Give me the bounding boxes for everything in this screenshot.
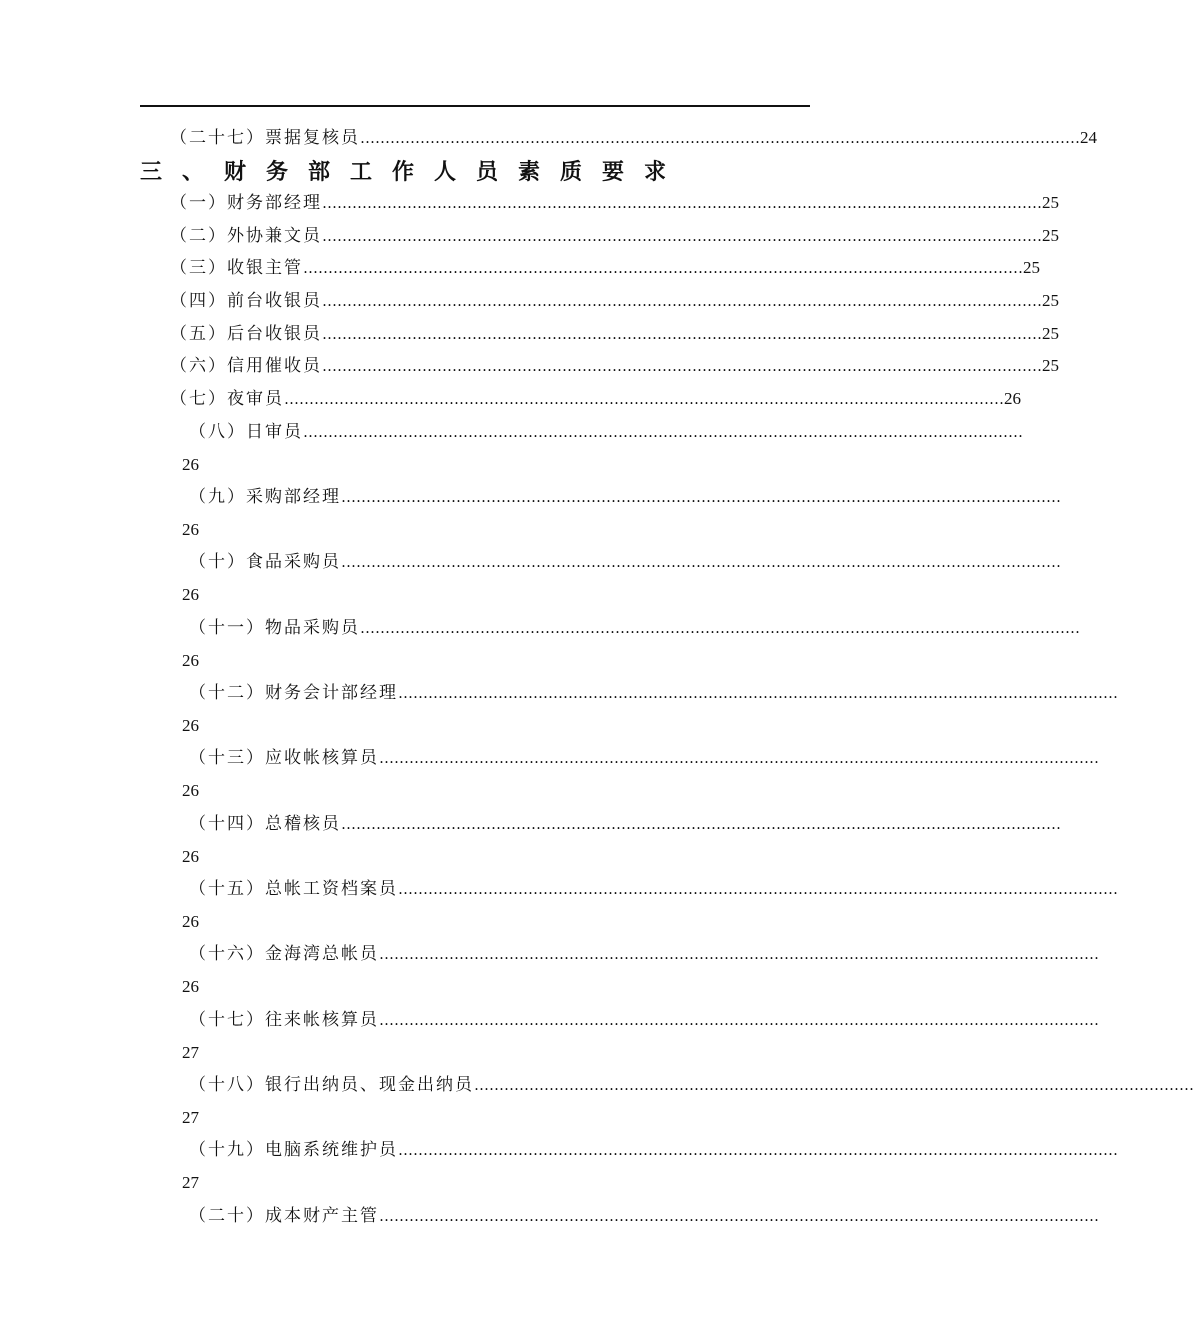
- toc-leader: ………………………………………………………………………………………………………………………………: [322, 227, 1042, 245]
- toc-entry-label: （十六）金海湾总帐员: [189, 944, 379, 964]
- toc-entry[interactable]: [189, 942, 1099, 966]
- toc-entry-label: （十九）电脑系统维护员: [189, 1140, 398, 1160]
- toc-entry[interactable]: [170, 224, 1059, 248]
- toc-leader: ………………………………………………………………………………………………………………………………: [379, 1011, 1099, 1029]
- toc-leader: ………………………………………………………………………………………………………………………………: [341, 553, 1061, 571]
- toc-page-number: 27: [182, 1173, 199, 1192]
- toc-leader: ………………………………………………………………………………………………………………………………: [322, 292, 1042, 310]
- toc-leader: ………………………………………………………………………………………………………………………………: [360, 129, 1080, 147]
- toc-leader: ………………………………………………………………………………………………………………………………: [322, 194, 1042, 212]
- toc-page-number: 26: [182, 716, 199, 735]
- toc-entry-label: （四）前台收银员: [170, 291, 322, 311]
- toc-entry-label: （十一）物品采购员: [189, 618, 360, 638]
- toc-entry[interactable]: [189, 1138, 1118, 1162]
- toc-entry-label: （六）信用催收员: [170, 356, 322, 376]
- toc-entry[interactable]: [170, 289, 1059, 313]
- toc-entry[interactable]: [170, 256, 1040, 280]
- toc-entry[interactable]: [189, 616, 1080, 640]
- toc-page-number: 26: [182, 781, 199, 800]
- toc-entry-label: （二十）成本财产主管: [189, 1206, 379, 1226]
- toc-page-number: 26: [182, 912, 199, 931]
- toc-entry-label: （二）外协兼文员: [170, 226, 322, 246]
- toc-page-number: 26: [182, 977, 199, 996]
- toc-entry[interactable]: [170, 191, 1059, 215]
- toc-entry-label: （十三）应收帐核算员: [189, 748, 379, 768]
- toc-entry[interactable]: [189, 1073, 1194, 1097]
- toc-entry-label: （八）日审员: [189, 422, 303, 442]
- section-heading: 三、财务部工作人员素质要求: [140, 160, 687, 185]
- toc-page-number: 26: [182, 585, 199, 604]
- toc-leader: ………………………………………………………………………………………………………………………………: [341, 815, 1061, 833]
- toc-page-number: 25: [1042, 324, 1059, 343]
- toc-entry-label: （二十七）票据复核员: [170, 128, 360, 148]
- toc-page-number: 25: [1042, 356, 1059, 375]
- toc-entry-27[interactable]: [170, 126, 1097, 150]
- toc-leader: ………………………………………………………………………………………………………………………………: [379, 1207, 1099, 1225]
- toc-entry-label: （九）采购部经理: [189, 487, 341, 507]
- toc-page-number: 26: [182, 847, 199, 866]
- header-rule: [140, 105, 810, 107]
- toc-entry[interactable]: [189, 1008, 1099, 1032]
- toc-entry-label: （七）夜审员: [170, 389, 284, 409]
- toc-entry-label: （十二）财务会计部经理: [189, 683, 398, 703]
- toc-entry-label: （三）收银主管: [170, 258, 303, 278]
- toc-entry[interactable]: [189, 681, 1118, 705]
- toc-entry[interactable]: [189, 746, 1099, 770]
- toc-entry-label: （十四）总稽核员: [189, 814, 341, 834]
- toc-entry[interactable]: [189, 485, 1061, 509]
- toc-page-number: 25: [1023, 258, 1040, 277]
- toc-leader: ………………………………………………………………………………………………………………………………: [341, 488, 1061, 506]
- toc-page-number: 24: [1080, 128, 1097, 147]
- toc-page-number: 27: [182, 1043, 199, 1062]
- toc-leader: ………………………………………………………………………………………………………………………………: [398, 1141, 1118, 1159]
- toc-entry[interactable]: [189, 1204, 1099, 1228]
- toc-page-number: 26: [182, 455, 199, 474]
- toc-leader: ………………………………………………………………………………………………………………………………: [398, 684, 1118, 702]
- toc-page-number: 26: [182, 520, 199, 539]
- toc-page-number: 26: [182, 651, 199, 670]
- toc-entry[interactable]: [189, 420, 1023, 444]
- toc-leader: ………………………………………………………………………………………………………………………………: [398, 880, 1118, 898]
- toc-entry[interactable]: [189, 550, 1061, 574]
- toc-entry-label: （一）财务部经理: [170, 193, 322, 213]
- toc-entry-label: （十五）总帐工资档案员: [189, 879, 398, 899]
- toc-leader: ………………………………………………………………………………………………………………………………: [474, 1076, 1194, 1094]
- toc-page-number: 25: [1042, 291, 1059, 310]
- toc-page-number: 26: [1004, 389, 1021, 408]
- toc-entry-label: （五）后台收银员: [170, 324, 322, 344]
- toc-leader: ………………………………………………………………………………………………………………………………: [284, 390, 1004, 408]
- toc-leader: ………………………………………………………………………………………………………………………………: [322, 357, 1042, 375]
- toc-leader: ………………………………………………………………………………………………………………………………: [303, 423, 1023, 441]
- toc-page-number: 25: [1042, 226, 1059, 245]
- toc-entry-label: （十七）往来帐核算员: [189, 1010, 379, 1030]
- toc-leader: ………………………………………………………………………………………………………………………………: [379, 749, 1099, 767]
- toc-entry[interactable]: [189, 812, 1061, 836]
- toc-entry-label: （十八）银行出纳员、现金出纳员: [189, 1075, 474, 1095]
- toc-entry[interactable]: [170, 322, 1059, 346]
- toc-leader: ………………………………………………………………………………………………………………………………: [360, 619, 1080, 637]
- toc-page-number: 25: [1042, 193, 1059, 212]
- toc-entry[interactable]: [170, 354, 1059, 378]
- toc-entry[interactable]: [170, 387, 1021, 411]
- toc-leader: ………………………………………………………………………………………………………………………………: [322, 325, 1042, 343]
- toc-page-number: 27: [182, 1108, 199, 1127]
- toc-entry-label: （十）食品采购员: [189, 552, 341, 572]
- toc-leader: ………………………………………………………………………………………………………………………………: [303, 259, 1023, 277]
- toc-leader: ………………………………………………………………………………………………………………………………: [379, 945, 1099, 963]
- toc-entry[interactable]: [189, 877, 1118, 901]
